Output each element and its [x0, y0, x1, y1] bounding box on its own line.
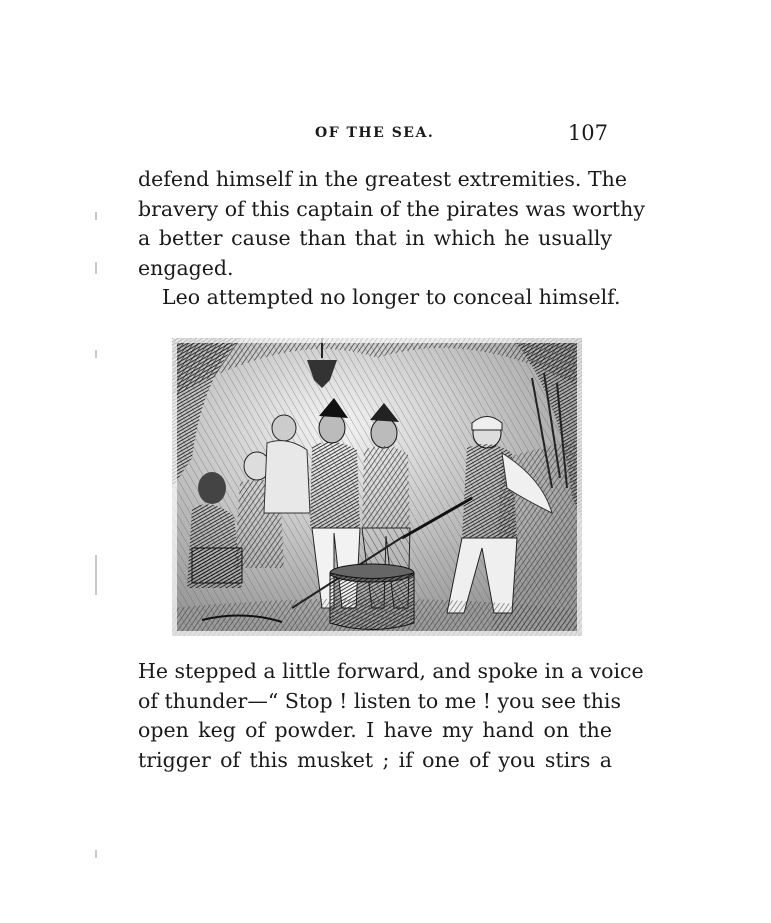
margin-mark: [95, 850, 97, 858]
running-head-title: OF THE SEA.: [315, 125, 435, 141]
page-number: 107: [567, 121, 608, 145]
text-line: bravery of this captain of the pirates was worthy: [138, 196, 645, 221]
text-line: defend himself in the greatest extremities. The: [138, 167, 627, 191]
text-line: open keg of powder. I have my hand on the: [138, 718, 612, 742]
margin-mark: [95, 212, 97, 220]
engraving-illustration: [172, 338, 582, 636]
text-line: engaged.: [138, 255, 234, 280]
margin-mark: [95, 350, 97, 358]
margin-mark: [95, 262, 97, 274]
paragraph-bottom: [138, 657, 644, 775]
text-line: a better cause than that in which he usually: [138, 226, 612, 250]
text-line: trigger of this musket ; if one of you stirs a: [138, 747, 612, 772]
text-line: Leo attempted no longer to conceal himself.: [162, 285, 621, 309]
running-head: [140, 121, 610, 147]
text-line: of thunder—“ Stop ! listen to me ! you see this: [138, 688, 621, 713]
engraving-image: [172, 338, 582, 636]
text-line: He stepped a little forward, and spoke in a voice: [138, 659, 644, 683]
margin-mark: [95, 555, 97, 595]
paragraph-top: [138, 165, 645, 313]
